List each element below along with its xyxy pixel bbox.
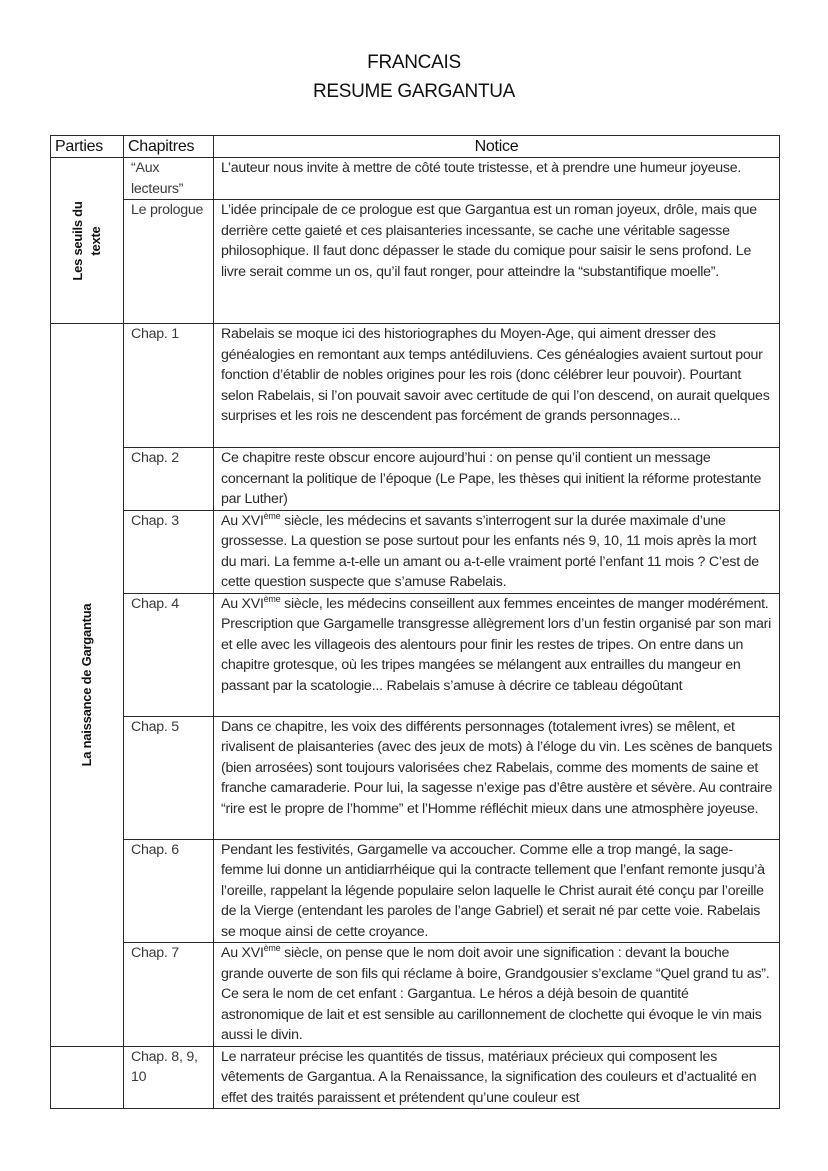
notice-superscript: ème [263, 593, 281, 604]
chapitre-cell: Chap. 1 [124, 324, 214, 448]
notice-cell: Dans ce chapitre, les voix des différents personnages (totalement ivres) se mêlent, et rivalisent de plaisanteries (avec des jeux de mots) à l’éloge du vin. Les scènes de banquets (bien arrosées) sont toujours valorisées chez Rabelais, comme des moments de saine et franche camaraderie. Pour lui, la sagesse n’exige pas d’être austère et sévère. Au contraire “rire est le propre de l’homme” et l’Homme réfléchit mieux dans une atmosphère joyeuse. [214, 716, 780, 839]
table-row [51, 448, 780, 511]
summary-table [50, 135, 780, 1109]
header-parties: Parties [51, 136, 124, 158]
notice-prefix: Au XVI [221, 595, 264, 612]
notice-text: siècle, les médecins conseillent aux femmes enceintes de manger modérément. Prescription que Gargamelle transgresse allègrement lors d’un festin organisé par son mari et elle avec les villageois des alentours pour finir les restes de tripes. On entre dans un chapitre grotesque, où les tripes mangées se mélangent aux entrailles du mangeur en passant par la scatologie... Rabelais s’amuse à décrire ce tableau dégoûtant [221, 595, 772, 694]
notice-cell: Pendant les festivités, Gargamelle va accoucher. Comme elle a trop mangé, la sage-femme lui donne un antidiarrhéique qui la contracte tellement que l’enfant remonte jusqu’à l’oreille, rappelant la légende populaire selon laquelle le Christ aurait été conçu par l’oreille de la Vierge (entendant les paroles de l’ange Gabriel) et serait né par cette voie. Rabelais se moque ainsi de cette croyance. [214, 839, 780, 943]
chapitre-cell: Chap. 6 [124, 839, 214, 943]
table-row [51, 1046, 780, 1109]
notice-cell [214, 593, 780, 716]
table-row [51, 158, 780, 200]
partie-cell-seuils [51, 158, 124, 324]
chapitre-cell: Chap. 4 [124, 593, 214, 716]
document-title: FRANCAIS [367, 52, 461, 73]
notice-prefix: Au XVI [221, 945, 264, 961]
notice-cell [214, 943, 780, 1047]
table-row [51, 200, 780, 324]
chapitre-cell: “Aux lecteurs” [124, 158, 214, 200]
notice-cell: Le narrateur précise les quantités de tissus, matériaux précieux qui composent les vêtements de Gargantua. A la Renaissance, la signification des couleurs et d’actualité en effet des traités paraissent et prétendent qu’une couleur est [214, 1046, 780, 1109]
notice-superscript: ème [263, 943, 281, 953]
partie-cell-empty [51, 1046, 124, 1109]
chapitre-cell: Chap. 2 [124, 448, 214, 511]
partie-cell-naissance [51, 324, 124, 1047]
partie-label: La naissance de Gargantua [79, 603, 94, 767]
chapitre-cell: Chap. 5 [124, 716, 214, 839]
header-notice: Notice [214, 136, 780, 158]
notice-cell: Rabelais se moque ici des historiographes du Moyen-Age, qui aiment dresser des généalogies en remontant aux temps antédiluviens. Ces généalogies avaient surtout pour fonction d’établir de nobles origines pour les rois (donc célébrer leur pouvoir). Pourtant selon Rabelais, si l’on pouvait savoir avec certitude de qui l’on descend, on aurait quelques surprises et les rois ne descendent pas forcément de grands personnages... [214, 324, 780, 448]
notice-superscript: ème [263, 510, 281, 521]
notice-cell: L’idée principale de ce prologue est que Gargantua est un roman joyeux, drôle, mais que derrière cette gaieté et ces plaisanteries incessante, se cache une véritable sagesse philosophique. Il faut donc dépasser le stade du comique pour saisir le sens profond. Le livre serait comme un os, qu’il faut ronger, pour atteindre la “substantifique moelle”. [214, 200, 780, 324]
table-row [51, 943, 780, 1047]
table-header-row [51, 136, 780, 158]
header-chapitres: Chapitres [124, 136, 214, 158]
notice-cell [214, 510, 780, 593]
notice-prefix: Au XVI [221, 512, 264, 529]
notice-cell: Ce chapitre reste obscur encore aujourd’hui : on pense qu’il contient un message concernant la politique de l’époque (Le Pape, les thèses qui initient la réforme protestante par Luther) [214, 448, 780, 511]
notice-text: siècle, on pense que le nom doit avoir une signification : devant la bouche grande ouverte de son fils qui réclame à boire, Grandgousier s’exclame “Quel grand tu as”. Ce sera le nom de cet enfant : Gargantua. Le héros a déjà besoin de quantité astronomique de lait et est sensible au carillonnement de clochette qui évoque le vin mais aussi le divin. [221, 945, 770, 1043]
chapitre-cell: Chap. 3 [124, 510, 214, 593]
table-row [51, 324, 780, 448]
table-row [51, 510, 780, 593]
notice-text: siècle, les médecins et savants s’interrogent sur la durée maximale d’une grossesse. La question se pose surtout pour les enfants nés 9, 10, 11 mois après la mort du mari. La femme a-t-elle un amant ou a-t-elle vraiment porté l’enfant 11 mois ? C’est de cette question suspecte que s’amuse Rabelais. [221, 512, 759, 590]
table-row [51, 716, 780, 839]
notice-cell: L’auteur nous invite à mettre de côté toute tristesse, et à prendre une humeur joyeuse. [214, 158, 780, 200]
table-row [51, 593, 780, 716]
table-row [51, 839, 780, 943]
chapitre-cell: Le prologue [124, 200, 214, 324]
chapitre-cell: Chap. 7 [124, 943, 214, 1047]
partie-label: Les seuils du texte [70, 200, 103, 281]
chapitre-cell: Chap. 8, 9, 10 [124, 1046, 214, 1109]
document-subtitle: RESUME GARGANTUA [312, 81, 516, 102]
